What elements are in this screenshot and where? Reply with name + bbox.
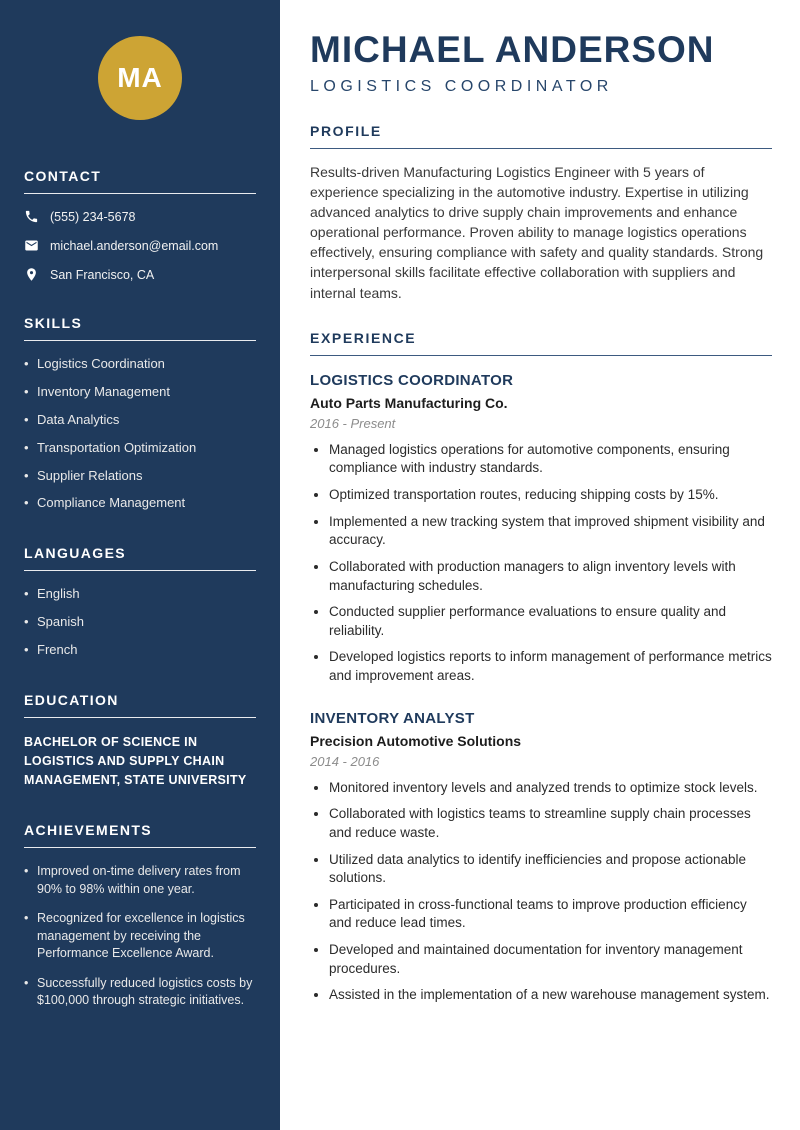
education-section-title: EDUCATION <box>24 692 256 718</box>
achievements-list <box>24 863 256 1010</box>
skills-section-title: SKILLS <box>24 315 256 341</box>
job-role: LOGISTICS COORDINATOR <box>310 371 514 389</box>
candidate-job-title: LOGISTICS COORDINATOR <box>310 77 613 95</box>
candidate-name: MICHAEL ANDERSON <box>310 29 715 70</box>
language-item: • French <box>24 642 256 659</box>
language-item: • English <box>24 586 256 603</box>
skills-section <box>24 315 256 512</box>
job-bullet: • Participated in cross-functional teams to improve production efficiency and reduce lead times. <box>329 896 772 933</box>
job-bullet: • Utilized data analytics to identify inefficiencies and propose actionable solutions. <box>329 851 772 888</box>
education-degree: BACHELOR OF SCIENCE IN LOGISTICS AND SUPPLY CHAIN MANAGEMENT, STATE UNIVERSITY <box>24 735 247 787</box>
skill-item: • Inventory Management <box>24 384 256 401</box>
job-entry <box>310 372 772 686</box>
education-section <box>24 692 256 789</box>
main-content <box>280 0 800 1130</box>
job-bullet: • Collaborated with production managers to align inventory levels with manufacturing schedules. <box>329 558 772 595</box>
job-company: Precision Automotive Solutions <box>310 732 522 749</box>
job-bullet: • Managed logistics operations for automotive components, ensuring compliance with industry standards. <box>329 441 772 478</box>
job-bullet: • Assisted in the implementation of a new warehouse management system. <box>329 986 772 1005</box>
achievements-section-title: ACHIEVEMENTS <box>24 822 256 848</box>
contact-item-phone <box>24 209 256 224</box>
job-bullet-list <box>310 779 772 1005</box>
achievement-item: • Recognized for excellence in logistics management by receiving the Performance Excellence Award. <box>24 910 256 963</box>
contact-location-text: San Francisco, CA <box>50 267 155 282</box>
contact-item-email <box>24 238 256 253</box>
profile-text: Results-driven Manufacturing Logistics Engineer with 5 years of experience specializing in the automotive industry. Expertise in utilizing advanced analytics to drive supply chain improvements and enhance operational performance. Proven ability to manage logistics operations effectively, ensuring compliance with safety and quality standards. Strong interpersonal skills facilitate effective collaboration with suppliers and internal teams. <box>310 163 764 301</box>
achievement-item: • Successfully reduced logistics costs by $100,000 through strategic initiatives. <box>24 975 256 1010</box>
achievements-section <box>24 822 256 1010</box>
location-icon <box>24 267 39 282</box>
contact-email-text: michael.anderson@email.com <box>50 238 219 253</box>
profile-section <box>310 123 772 303</box>
skill-item: • Supplier Relations <box>24 468 256 485</box>
job-bullet: • Implemented a new tracking system that improved shipment visibility and accuracy. <box>329 513 772 550</box>
profile-section-title: PROFILE <box>310 123 772 149</box>
job-bullet: • Developed and maintained documentation for inventory management procedures. <box>329 941 772 978</box>
contact-section <box>24 168 256 282</box>
job-dates: 2016 - Present <box>310 415 396 431</box>
job-bullet: • Collaborated with logistics teams to streamline supply chain processes and reduce waste. <box>329 805 772 842</box>
phone-icon <box>24 209 39 224</box>
job-bullet: • Developed logistics reports to inform management of performance metrics and improvement areas. <box>329 648 772 685</box>
skill-item: • Logistics Coordination <box>24 356 256 373</box>
job-dates: 2014 - 2016 <box>310 753 380 769</box>
contact-item-location <box>24 267 256 282</box>
experience-section <box>310 330 772 1005</box>
languages-section-title: LANGUAGES <box>24 545 256 571</box>
job-bullet: • Monitored inventory levels and analyzed trends to optimize stock levels. <box>329 779 772 798</box>
achievement-item: • Improved on-time delivery rates from 90% to 98% within one year. <box>24 863 256 898</box>
languages-section <box>24 545 256 659</box>
job-bullet: • Conducted supplier performance evaluations to ensure quality and reliability. <box>329 603 772 640</box>
experience-section-title: EXPERIENCE <box>310 330 772 356</box>
skill-item: • Transportation Optimization <box>24 440 256 457</box>
avatar: MA <box>98 36 182 120</box>
job-entry <box>310 710 772 1005</box>
job-company: Auto Parts Manufacturing Co. <box>310 394 508 411</box>
job-bullet: • Optimized transportation routes, reducing shipping costs by 15%. <box>329 486 772 505</box>
languages-list <box>24 586 256 659</box>
skill-item: • Compliance Management <box>24 495 256 512</box>
sidebar <box>0 0 280 1130</box>
job-role: INVENTORY ANALYST <box>310 709 475 727</box>
job-bullet-list <box>310 441 772 686</box>
skills-list <box>24 356 256 512</box>
email-icon <box>24 238 39 253</box>
skill-item: • Data Analytics <box>24 412 256 429</box>
contact-section-title: CONTACT <box>24 168 256 194</box>
language-item: • Spanish <box>24 614 256 631</box>
contact-phone-text: (555) 234-5678 <box>50 209 136 224</box>
